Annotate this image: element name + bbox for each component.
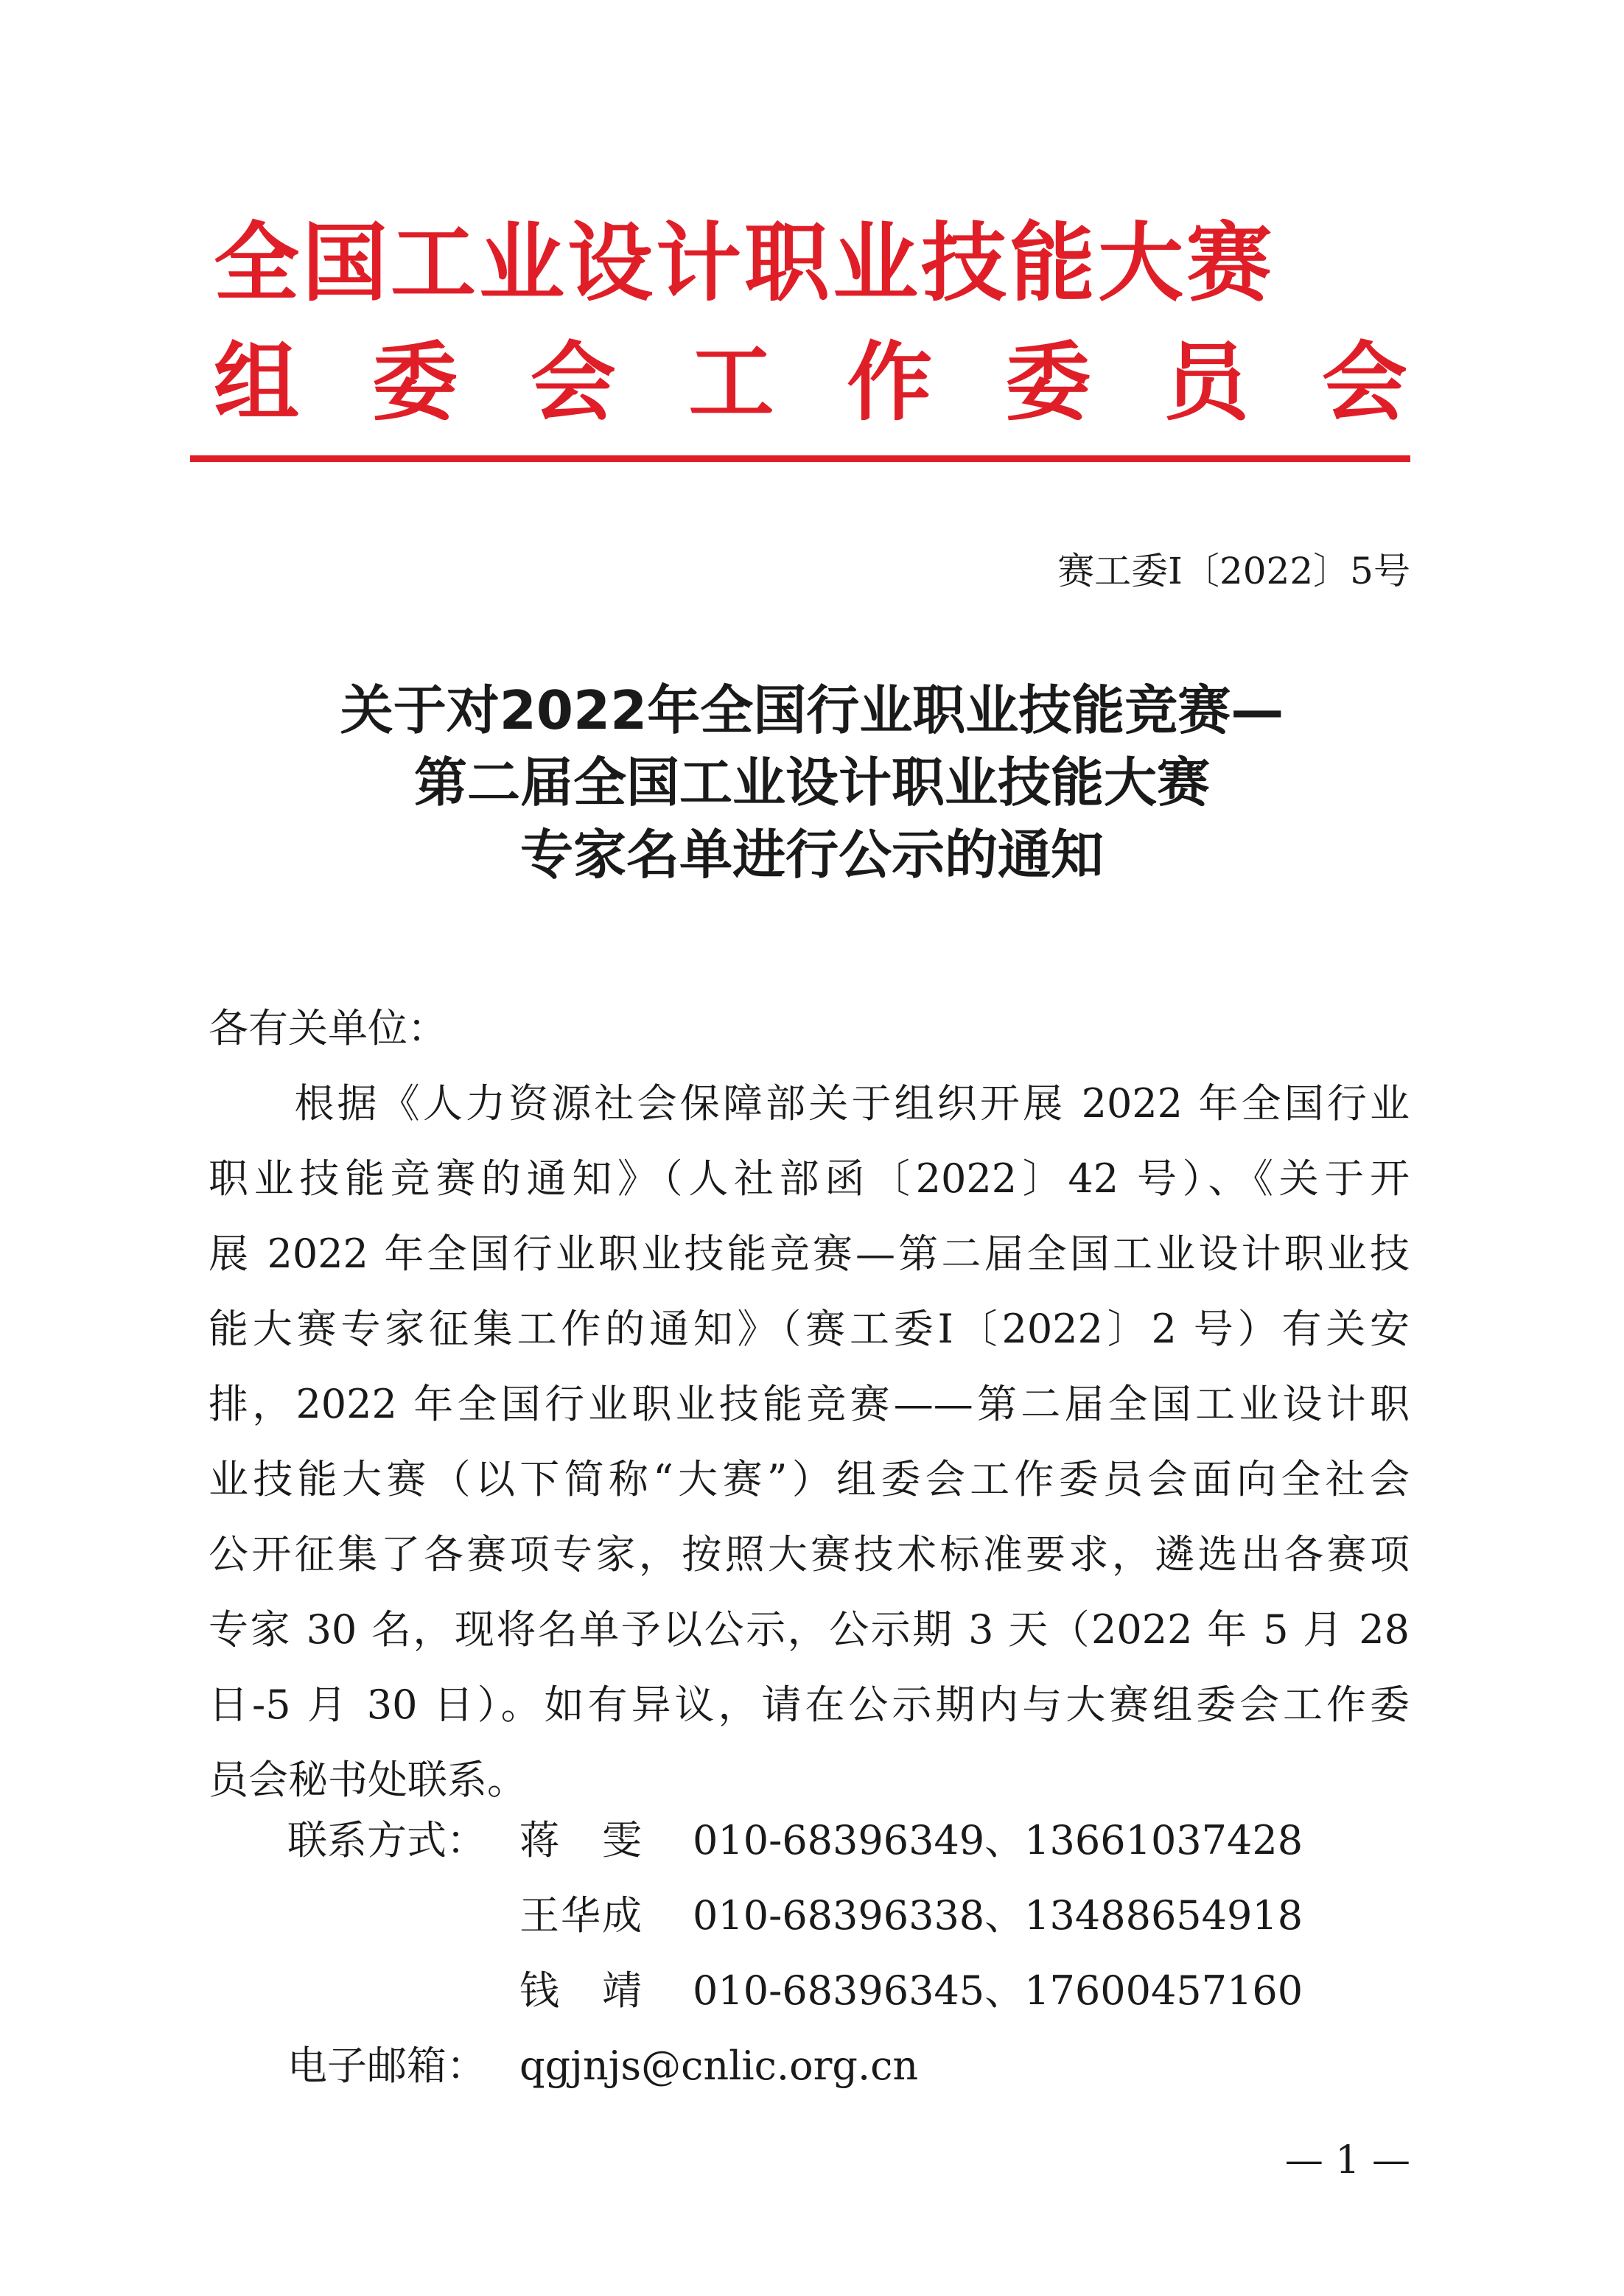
contact-phones: 010-68396349、13661037428 bbox=[693, 1817, 1303, 1863]
paragraph-line: 业技能大赛（以下简称“大赛”）组委会工作委员会面向全社会 bbox=[209, 1456, 1410, 1502]
contact-label: 联系方式： bbox=[287, 1817, 486, 1863]
document-number: 赛工委Ⅰ〔2022〕5号 bbox=[1057, 550, 1410, 592]
document-title bbox=[0, 674, 1624, 891]
paragraph-line: 员会秘书处联系。 bbox=[209, 1757, 527, 1803]
contact-label-spacer bbox=[287, 1878, 519, 1953]
paragraph-line: 公开征集了各赛项专家，按照大赛技术标准要求，遴选出各赛项 bbox=[209, 1531, 1410, 1578]
header-red-rule bbox=[190, 455, 1410, 462]
title-line: 第二届全国工业设计职业技能大赛 bbox=[413, 752, 1210, 813]
header-org-line-1: 全国工业设计职业技能大赛 bbox=[214, 214, 1275, 313]
header-char: 会 bbox=[1321, 333, 1407, 433]
header-char: 作 bbox=[847, 333, 933, 433]
title-line: 关于对2022年全国行业职业技能竞赛— bbox=[340, 679, 1284, 741]
header-org-line-2 bbox=[214, 333, 1407, 433]
contact-phones: 010-68396345、17600457160 bbox=[693, 1967, 1303, 2014]
email-row bbox=[287, 2029, 1303, 2104]
contact-block bbox=[287, 1803, 1303, 2104]
header-char: 会 bbox=[530, 333, 616, 433]
title-line: 专家名单进行公示的通知 bbox=[519, 824, 1104, 886]
header-char: 员 bbox=[1163, 333, 1250, 433]
contact-label-spacer bbox=[287, 1953, 519, 2029]
contact-name: 钱 靖 bbox=[519, 1967, 643, 2014]
header-char: 委 bbox=[371, 333, 458, 433]
paragraph-line: 展 2022 年全国行业职业技能竞赛—第二届全国工业设计职业技 bbox=[209, 1231, 1410, 1277]
paragraph-line: 专家 30 名，现将名单予以公示，公示期 3 天（2022 年 5 月 28 bbox=[209, 1606, 1410, 1653]
contact-name: 蒋 雯 bbox=[519, 1817, 643, 1863]
contact-row bbox=[287, 1953, 1303, 2029]
header-char: 委 bbox=[1005, 333, 1091, 433]
email-label: 电子邮箱： bbox=[287, 2043, 486, 2089]
document-body bbox=[209, 991, 1410, 1818]
header-char: 工 bbox=[688, 333, 774, 433]
header-char: 组 bbox=[214, 333, 299, 433]
contact-row bbox=[287, 1803, 1303, 1878]
email-address: qgjnjs@cnlic.org.cn bbox=[519, 2043, 919, 2089]
page-number: — 1 — bbox=[1284, 2138, 1410, 2183]
paragraph-line: 根据《人力资源社会保障部关于组织开展 2022 年全国行业 bbox=[209, 1080, 1410, 1127]
contact-name: 王华成 bbox=[519, 1892, 643, 1939]
salutation: 各有关单位： bbox=[209, 1005, 447, 1051]
paragraph-line: 能大赛专家征集工作的通知》（赛工委Ⅰ〔2022〕2 号）有关安 bbox=[209, 1306, 1410, 1352]
contact-phones: 010-68396338、13488654918 bbox=[693, 1892, 1303, 1939]
paragraph-line: 排，2022 年全国行业职业技能竞赛——第二届全国工业设计职 bbox=[209, 1381, 1410, 1427]
contact-row bbox=[287, 1878, 1303, 1953]
paragraph-line: 职业技能竞赛的通知》（人社部函〔2022〕42 号）、《关于开 bbox=[209, 1155, 1410, 1202]
paragraph-line: 日-5 月 30 日）。如有异议，请在公示期内与大赛组委会工作委 bbox=[209, 1681, 1410, 1728]
